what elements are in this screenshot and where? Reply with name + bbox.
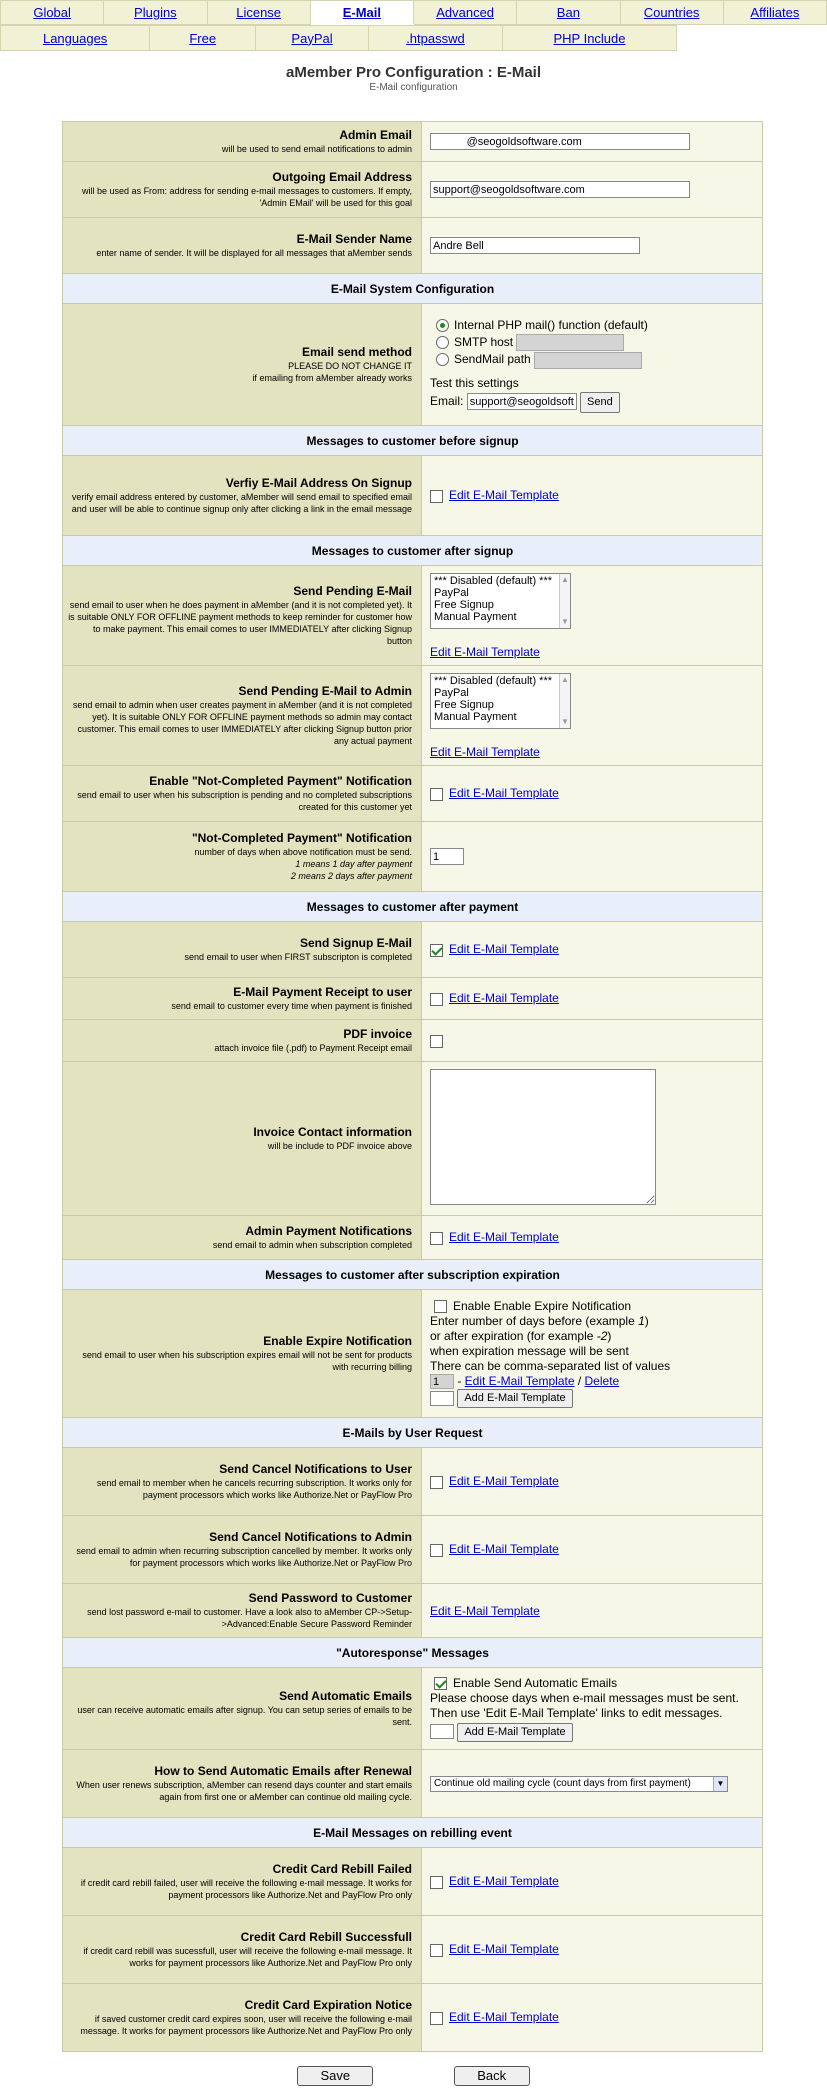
field-label: Admin Email	[339, 128, 412, 142]
tab-link[interactable]: Global	[33, 5, 71, 20]
tab-link[interactable]: PHP Include	[553, 30, 626, 46]
field-desc: if credit card rebill failed, user will receive the following e-mail message. It works for payment processors like Authorize.Net and PayFlow Pro only	[80, 1878, 412, 1900]
field-desc: if saved customer credit card expires soon, user will receive the following e-mail message. It works for payment processors like Authorize.Net and PayFlow Pro only	[80, 2014, 412, 2036]
tab-link[interactable]: Affiliates	[750, 5, 800, 20]
field-label: Enable Expire Notification	[263, 1334, 412, 1348]
help-text: -2	[596, 1328, 608, 1343]
field-desc: send email to member when he cancels recurring subscription. It works only for payment processors which works like Authorize.Net or PayFlow Pro	[96, 1478, 412, 1500]
edit-template-link[interactable]: Edit E-Mail Template	[449, 942, 559, 957]
field-label: Credit Card Expiration Notice	[244, 1998, 412, 2012]
checkbox-label: Enable Send Automatic Emails	[453, 1675, 618, 1690]
expire-checkbox[interactable]	[434, 1300, 447, 1313]
field-label: Send Cancel Notifications to Admin	[209, 1530, 412, 1544]
list-option[interactable]: PayPal	[434, 586, 469, 599]
help-text: There can be comma-separated list of values	[430, 1358, 671, 1373]
signup-email-checkbox[interactable]	[430, 944, 443, 957]
test-label: Test this settings	[430, 375, 519, 390]
tab-free[interactable]	[150, 26, 256, 51]
help-text: Enter number of days before (example	[430, 1313, 639, 1328]
invoice-contact-textarea[interactable]	[430, 1069, 656, 1205]
cancel-user-checkbox[interactable]	[430, 1476, 443, 1489]
tab-email[interactable]	[310, 1, 413, 25]
list-option[interactable]: *** Disabled (default) ***	[434, 674, 553, 687]
row-not-completed-days	[63, 822, 763, 892]
list-option[interactable]: Free Signup	[434, 598, 494, 611]
section-header: Messages to customer after signup	[63, 536, 763, 566]
field-label: Credit Card Rebill Successfull	[240, 1930, 412, 1944]
list-option[interactable]: *** Disabled (default) ***	[434, 574, 553, 587]
edit-template-link[interactable]: Edit E-Mail Template	[449, 786, 559, 801]
field-desc: send email to admin when subscription completed	[212, 1240, 412, 1250]
verify-checkbox[interactable]	[430, 490, 443, 503]
field-desc: PLEASE DO NOT CHANGE IT	[288, 361, 412, 371]
section-header: E-Mail System Configuration	[63, 274, 763, 304]
field-desc: send email to user when FIRST subscripton is completed	[184, 952, 412, 962]
delete-link[interactable]: Delete	[584, 1373, 620, 1388]
section-header: "Autoresponse" Messages	[63, 1638, 763, 1668]
row-cancel-user	[63, 1448, 763, 1516]
field-label: "Not-Completed Payment" Notification	[191, 831, 412, 845]
field-label: Send Pending E-Mail	[293, 584, 412, 598]
row-signup-email	[63, 922, 763, 978]
tab-link[interactable]: Languages	[42, 30, 108, 46]
field-label: Enable "Not-Completed Payment" Notification	[149, 774, 412, 788]
tab-link[interactable]: Advanced	[436, 5, 495, 20]
row-auto-emails	[63, 1668, 763, 1750]
field-desc: When user renews subscription, aMember can resend days counter and start emails again from first one or aMember can continue old mailing cycle.	[76, 1780, 412, 1802]
help-text: Please choose days when e-mail messages must be sent.	[430, 1690, 739, 1705]
field-label: Send Cancel Notifications to User	[219, 1462, 412, 1476]
field-label: Verfiy E-Mail Address On Signup	[225, 476, 412, 490]
section-header: Messages to customer after subscription expiration	[63, 1260, 763, 1290]
not-completed-days-input[interactable]	[430, 848, 464, 865]
pending-admin-list[interactable]	[430, 673, 571, 729]
field-label: Email send method	[301, 345, 412, 359]
tabs-row-2	[0, 25, 677, 51]
section-header: E-Mail Messages on rebilling event	[63, 1818, 763, 1848]
field-desc: number of days when above notification must be send.	[194, 847, 412, 857]
edit-template-link[interactable]: Edit E-Mail Template	[449, 1542, 559, 1557]
edit-template-link[interactable]: Edit E-Mail Template	[449, 2010, 559, 2025]
section-header: Messages to customer before signup	[63, 426, 763, 456]
field-label: Outgoing Email Address	[272, 170, 412, 184]
admin-payment-checkbox[interactable]	[430, 1232, 443, 1245]
row-admin-email	[63, 122, 763, 162]
field-label: Send Signup E-Mail	[299, 936, 412, 950]
tab-license[interactable]	[207, 1, 310, 25]
field-desc: send email to customer every time when payment is finished	[171, 1001, 412, 1011]
auto-emails-checkbox[interactable]	[434, 1677, 447, 1690]
chevron-down-icon[interactable]: ▼	[713, 1777, 727, 1791]
row-pending-admin	[63, 666, 763, 766]
row-password	[63, 1584, 763, 1638]
field-desc: send email to admin when recurring subscription cancelled by member. It works only for payment processors which works like Authorize.Net or PayFlow Pro	[76, 1546, 412, 1568]
field-desc: if emailing from aMember already works	[252, 373, 412, 383]
field-desc: verify email address entered by customer, aMember will send email to specified email and user will be able to continue signup only after clicking a link in the email message	[71, 492, 412, 514]
field-label: How to Send Automatic Emails after Renewal	[154, 1764, 412, 1778]
tab-link[interactable]: Countries	[643, 5, 700, 20]
tab-countries[interactable]	[620, 1, 723, 25]
field-label: Send Pending E-Mail to Admin	[238, 684, 412, 698]
section-header: Messages to customer after payment	[63, 892, 763, 922]
list-option[interactable]: Free Signup	[434, 698, 494, 711]
scroll-down-icon[interactable]: ▼	[561, 716, 569, 726]
row-rebill-failed	[63, 1848, 763, 1916]
page-title: aMember Pro Configuration : E-Mail	[285, 64, 541, 81]
field-label: PDF invoice	[343, 1027, 412, 1041]
tab-global[interactable]	[1, 1, 104, 25]
field-desc: if credit card rebill was sucessfull, user will receive the following e-mail message. It works for payment processors like Authorize.Net and PayFlow Pro only	[83, 1946, 412, 1968]
row-expire: Enable Expire Notification send email to user when his subscription expires email will not be sent for products with recurring billing Enable Enable Expire Notification Enter number of days before (example 1) or after expiration (for example -2) when expiration message will be sent There can be comma-separated list of values 1 - Edit E-Mail Template / Delete Add E-Mail Template	[63, 1290, 763, 1418]
field-desc: 1 means 1 day after payment	[295, 859, 412, 869]
select-value: Continue old mailing cycle (count days from first payment)	[434, 1777, 691, 1789]
row-renewal	[63, 1750, 763, 1818]
tab-link[interactable]: License	[236, 5, 282, 20]
help-text: or after expiration (for example	[430, 1328, 597, 1343]
tab-link[interactable]: E-Mail	[342, 5, 382, 20]
pdf-invoice-checkbox[interactable]	[430, 1035, 443, 1048]
field-desc: will be used to send email notifications to admin	[221, 144, 412, 154]
field-desc: send email to admin when user creates payment in aMember (and it is not completed yet). It is suitable ONLY FOR OFFLINE payment methods so admin may contact customer. This email comes to user IMMEDIATELY after clicking Signup button prior any actual payment	[72, 700, 412, 746]
edit-template-link[interactable]: Edit E-Mail Template	[449, 1942, 559, 1957]
tab-link[interactable]: .htpasswd	[406, 30, 465, 46]
row-invoice-contact	[63, 1062, 763, 1216]
edit-template-link[interactable]: Edit E-Mail Template	[430, 1603, 540, 1618]
not-completed-checkbox[interactable]	[430, 788, 443, 801]
field-desc: enter name of sender. It will be displayed for all messages that aMember sends	[96, 248, 412, 258]
row-outgoing-email	[63, 162, 763, 218]
edit-template-link[interactable]: Edit E-Mail Template	[449, 991, 559, 1006]
cc-expire-checkbox[interactable]	[430, 2012, 443, 2025]
edit-template-link[interactable]: Edit E-Mail Template	[430, 744, 540, 759]
field-label: Admin Payment Notifications	[245, 1224, 412, 1238]
admin-email-input[interactable]	[430, 133, 690, 150]
row-receipt	[63, 978, 763, 1020]
field-desc: send lost password e-mail to customer. Have a look also to aMember CP->Setup->Advanced:Enable Secure Password Reminder	[87, 1607, 412, 1629]
field-desc: send email to user when he does payment in aMember (and it is not completed yet). It is suitable ONLY FOR OFFLINE payment methods to keep reminder for customer how to make payment. This email comes to user IMMEDIATELY after clicking Signup button	[68, 600, 412, 646]
radio-php-mail[interactable]	[436, 319, 449, 332]
row-not-completed	[63, 766, 763, 822]
radio-sendmail[interactable]	[436, 353, 449, 366]
field-label: Invoice Contact information	[253, 1125, 412, 1139]
tab-link[interactable]: Plugins	[134, 5, 177, 20]
field-label: E-Mail Sender Name	[296, 232, 412, 246]
receipt-checkbox[interactable]	[430, 993, 443, 1006]
back-button[interactable]: Back	[454, 2066, 530, 2086]
row-cc-expire	[63, 1984, 763, 2052]
tabs-row-1	[0, 0, 827, 25]
add-template-button[interactable]: Add E-Mail Template	[457, 1723, 572, 1742]
field-desc: will be used as From: address for sending e-mail messages to customers. If empty, 'Admin EMail' will be used for this goal	[82, 186, 412, 208]
field-desc: send email to user when his subscription is pending and no completed subscriptions created for this customer yet	[77, 790, 412, 812]
add-template-button[interactable]: Add E-Mail Template	[457, 1389, 572, 1408]
radio-smtp[interactable]	[436, 336, 449, 349]
field-label: Send Password to Customer	[248, 1591, 412, 1605]
expire-days-input[interactable]	[430, 1374, 454, 1389]
row-send-method	[63, 304, 763, 426]
row-rebill-success	[63, 1916, 763, 1984]
scroll-up-icon[interactable]: ▲	[561, 674, 569, 684]
field-desc: 2 means 2 days after payment	[290, 871, 412, 881]
row-admin-payment	[63, 1216, 763, 1260]
smtp-host-input[interactable]	[516, 334, 624, 351]
test-email-label: Email:	[430, 393, 464, 408]
edit-template-link[interactable]: Edit E-Mail Template	[449, 1230, 559, 1245]
scroll-up-icon[interactable]: ▲	[561, 574, 569, 584]
save-button[interactable]: Save	[297, 2066, 373, 2086]
edit-template-link[interactable]: Edit E-Mail Template	[449, 1874, 559, 1889]
field-label: Send Automatic Emails	[279, 1689, 412, 1703]
form-actions	[0, 2066, 827, 2086]
sendmail-path-input[interactable]	[534, 352, 642, 369]
tab-languages[interactable]	[1, 26, 150, 51]
tab-paypal[interactable]	[256, 26, 369, 51]
field-label: E-Mail Payment Receipt to user	[233, 985, 412, 999]
list-option[interactable]: PayPal	[434, 686, 469, 699]
outgoing-email-input[interactable]	[430, 181, 690, 198]
tab-plugins[interactable]	[104, 1, 207, 25]
cancel-admin-checkbox[interactable]	[430, 1544, 443, 1557]
tab-link[interactable]: PayPal	[291, 30, 333, 46]
field-desc: will be include to PDF invoice above	[267, 1141, 412, 1151]
row-verify	[63, 456, 763, 536]
row-pdf-invoice	[63, 1020, 763, 1062]
test-email-input[interactable]	[467, 393, 577, 410]
tab-link[interactable]: Free	[189, 30, 217, 46]
checkbox-label: Enable Enable Expire Notification	[453, 1298, 632, 1313]
list-option[interactable]: Manual Payment	[434, 610, 517, 623]
config-table	[62, 121, 763, 2052]
scrollbar[interactable]	[559, 674, 570, 728]
tab-php-include[interactable]	[502, 26, 676, 51]
field-label: Credit Card Rebill Failed	[272, 1862, 412, 1876]
tab-htpasswd[interactable]	[368, 26, 502, 51]
rebill-success-checkbox[interactable]	[430, 1944, 443, 1957]
tab-affiliates[interactable]	[723, 1, 826, 25]
row-cancel-admin	[63, 1516, 763, 1584]
radio-label: SMTP host	[454, 334, 514, 349]
help-text: 1	[638, 1313, 645, 1328]
tab-link[interactable]: Ban	[556, 5, 580, 20]
help-text: when expiration message will be sent	[430, 1343, 629, 1358]
edit-template-link[interactable]: Edit E-Mail Template	[430, 644, 540, 659]
renewal-select[interactable]	[430, 1776, 728, 1792]
scrollbar[interactable]	[559, 574, 570, 628]
pending-list[interactable]	[430, 573, 571, 629]
radio-label: Internal PHP mail() function (default)	[454, 317, 648, 332]
tab-ban[interactable]	[517, 1, 620, 25]
row-pending	[63, 566, 763, 666]
auto-days-input[interactable]	[430, 1724, 454, 1739]
rebill-failed-checkbox[interactable]	[430, 1876, 443, 1889]
field-desc: send email to user when his subscription expires email will not be sent for products with recurring billing	[82, 1350, 412, 1372]
edit-template-link[interactable]: Edit E-Mail Template	[449, 488, 559, 503]
field-desc: attach invoice file (.pdf) to Payment Receipt email	[214, 1043, 412, 1053]
send-button[interactable]: Send	[580, 392, 620, 413]
row-sender-name	[63, 218, 763, 274]
field-desc: user can receive automatic emails after signup. You can setup series of emails to be sent.	[77, 1705, 412, 1727]
radio-label: SendMail path	[454, 352, 531, 366]
page-subtitle: E-Mail configuration	[369, 82, 458, 93]
edit-template-link[interactable]: Edit E-Mail Template	[464, 1373, 575, 1388]
list-option[interactable]: Manual Payment	[434, 710, 517, 723]
expire-new-days-input[interactable]	[430, 1391, 454, 1406]
section-header: E-Mails by User Request	[63, 1418, 763, 1448]
edit-template-link[interactable]: Edit E-Mail Template	[449, 1474, 559, 1489]
help-text: Then use 'Edit E-Mail Template' links to edit messages.	[430, 1705, 723, 1720]
scroll-down-icon[interactable]: ▼	[561, 616, 569, 626]
sender-name-input[interactable]	[430, 237, 640, 254]
tab-advanced[interactable]	[414, 1, 517, 25]
